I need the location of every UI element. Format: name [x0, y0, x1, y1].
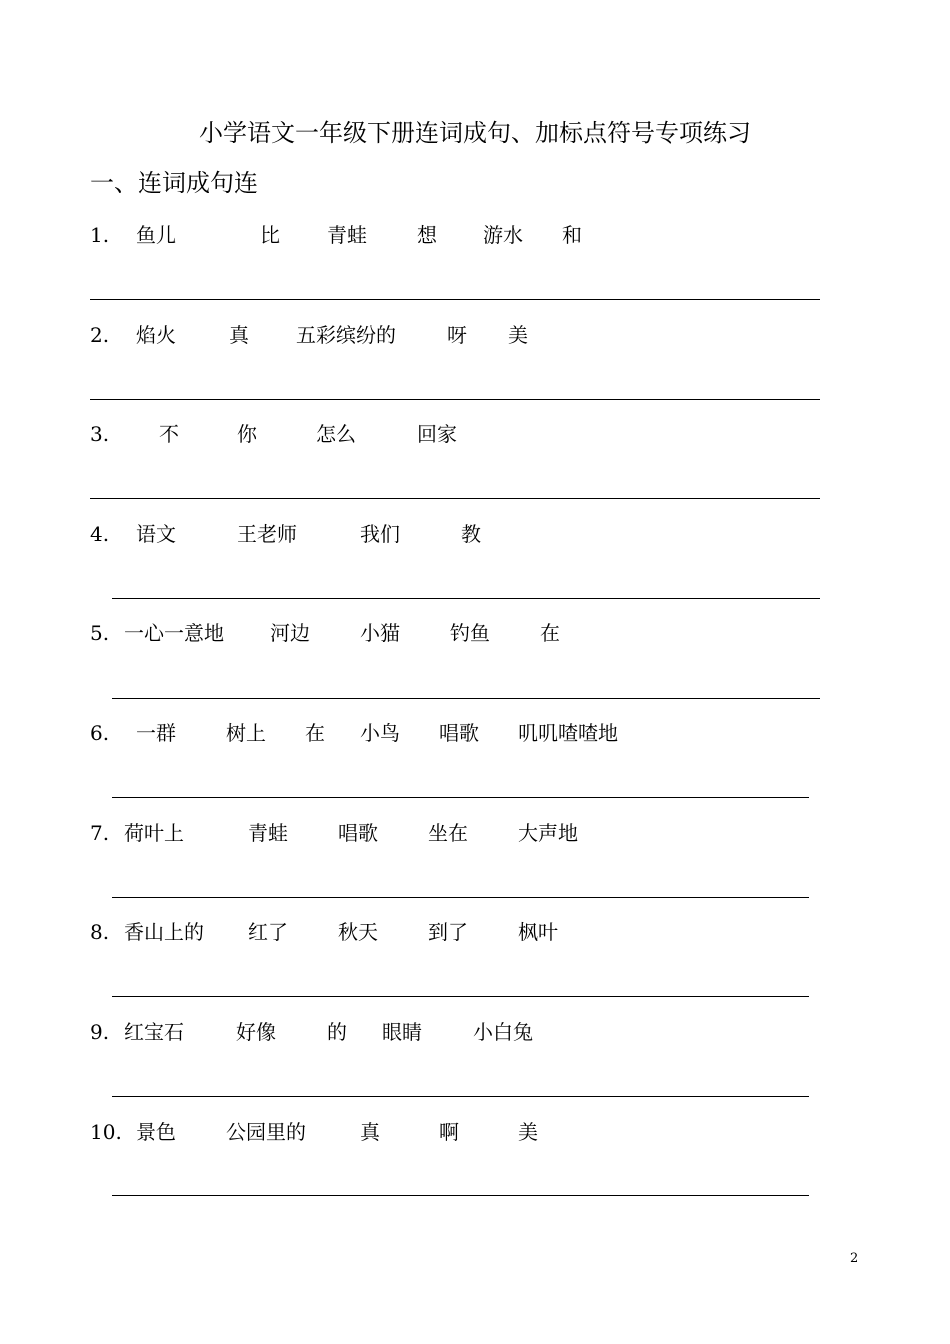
word-tile: 香山上的: [124, 920, 204, 944]
word-tile: 比: [260, 223, 280, 247]
exercise-item-6: [90, 718, 830, 748]
word-tile: 唱歌: [338, 821, 378, 845]
answer-line-10[interactable]: [112, 1195, 809, 1196]
word-tile: 一心一意地: [124, 621, 224, 645]
page-number: 2: [850, 1251, 859, 1266]
word-tile: 在: [305, 721, 325, 745]
exercise-item-7: [90, 818, 830, 848]
answer-line-1[interactable]: [90, 299, 820, 300]
item-number: 3.: [90, 422, 110, 446]
word-tile: 你: [237, 422, 257, 446]
word-tile: 真: [229, 323, 249, 347]
word-tile: 小白兔: [473, 1020, 533, 1044]
word-tile: 回家: [417, 422, 457, 446]
word-tile: 景色: [136, 1120, 176, 1144]
word-tile: 啊: [439, 1120, 459, 1144]
item-number: 6.: [90, 721, 110, 745]
word-tile: 荷叶上: [124, 821, 184, 845]
item-number: 1.: [90, 223, 110, 247]
answer-line-8[interactable]: [112, 996, 809, 997]
word-tile: 到了: [428, 920, 468, 944]
word-tile: 语文: [136, 522, 176, 546]
section-heading: 一、连词成句连: [90, 169, 258, 197]
item-number: 4.: [90, 522, 110, 546]
word-tile: 好像: [236, 1020, 276, 1044]
word-tile: 的: [327, 1020, 347, 1044]
exercise-item-2: [90, 320, 830, 350]
answer-line-9[interactable]: [112, 1096, 809, 1097]
word-tile: 唱歌: [439, 721, 479, 745]
word-tile: 小猫: [360, 621, 400, 645]
item-number: 9.: [90, 1020, 110, 1044]
word-tile: 想: [417, 223, 437, 247]
answer-line-6[interactable]: [112, 797, 809, 798]
word-tile: 焰火: [136, 323, 176, 347]
word-tile: 秋天: [338, 920, 378, 944]
exercise-item-4: [90, 519, 830, 549]
word-tile: 鱼儿: [136, 223, 176, 247]
word-tile: 真: [360, 1120, 380, 1144]
word-tile: 和: [562, 223, 582, 247]
exercise-item-3: [90, 419, 830, 449]
exercise-item-1: [90, 220, 830, 250]
word-tile: 青蛙: [248, 821, 288, 845]
word-tile: 眼睛: [382, 1020, 422, 1044]
item-number: 10.: [90, 1120, 122, 1144]
word-tile: 红了: [248, 920, 288, 944]
word-tile: 坐在: [428, 821, 468, 845]
word-tile: 游水: [483, 223, 523, 247]
word-tile: 叽叽喳喳地: [518, 721, 618, 745]
exercise-item-9: [90, 1017, 830, 1047]
word-tile: 枫叶: [518, 920, 558, 944]
exercise-item-8: [90, 917, 830, 947]
answer-line-3[interactable]: [90, 498, 820, 499]
answer-line-4[interactable]: [112, 598, 820, 599]
word-tile: 钓鱼: [450, 621, 490, 645]
word-tile: 大声地: [518, 821, 578, 845]
word-tile: 红宝石: [124, 1020, 184, 1044]
word-tile: 美: [508, 323, 528, 347]
worksheet-title: 小学语文一年级下册连词成句、加标点符号专项练习: [199, 119, 751, 147]
item-number: 5.: [90, 621, 110, 645]
word-tile: 教: [461, 522, 481, 546]
word-tile: 河边: [270, 621, 310, 645]
item-number: 8.: [90, 920, 110, 944]
answer-line-5[interactable]: [112, 698, 820, 699]
word-tile: 一群: [136, 721, 176, 745]
word-tile: 公园里的: [226, 1120, 306, 1144]
exercise-item-5: [90, 618, 830, 648]
word-tile: 王老师: [237, 522, 297, 546]
item-number: 2.: [90, 323, 110, 347]
word-tile: 美: [518, 1120, 538, 1144]
answer-line-7[interactable]: [112, 897, 809, 898]
item-number: 7.: [90, 821, 110, 845]
word-tile: 青蛙: [327, 223, 367, 247]
answer-line-2[interactable]: [90, 399, 820, 400]
word-tile: 呀: [447, 323, 467, 347]
word-tile: 我们: [360, 522, 400, 546]
word-tile: 小鸟: [360, 721, 400, 745]
word-tile: 不: [159, 422, 179, 446]
word-tile: 五彩缤纷的: [296, 323, 396, 347]
word-tile: 怎么: [316, 422, 356, 446]
word-tile: 在: [540, 621, 560, 645]
exercise-item-10: [90, 1117, 830, 1147]
word-tile: 树上: [226, 721, 266, 745]
